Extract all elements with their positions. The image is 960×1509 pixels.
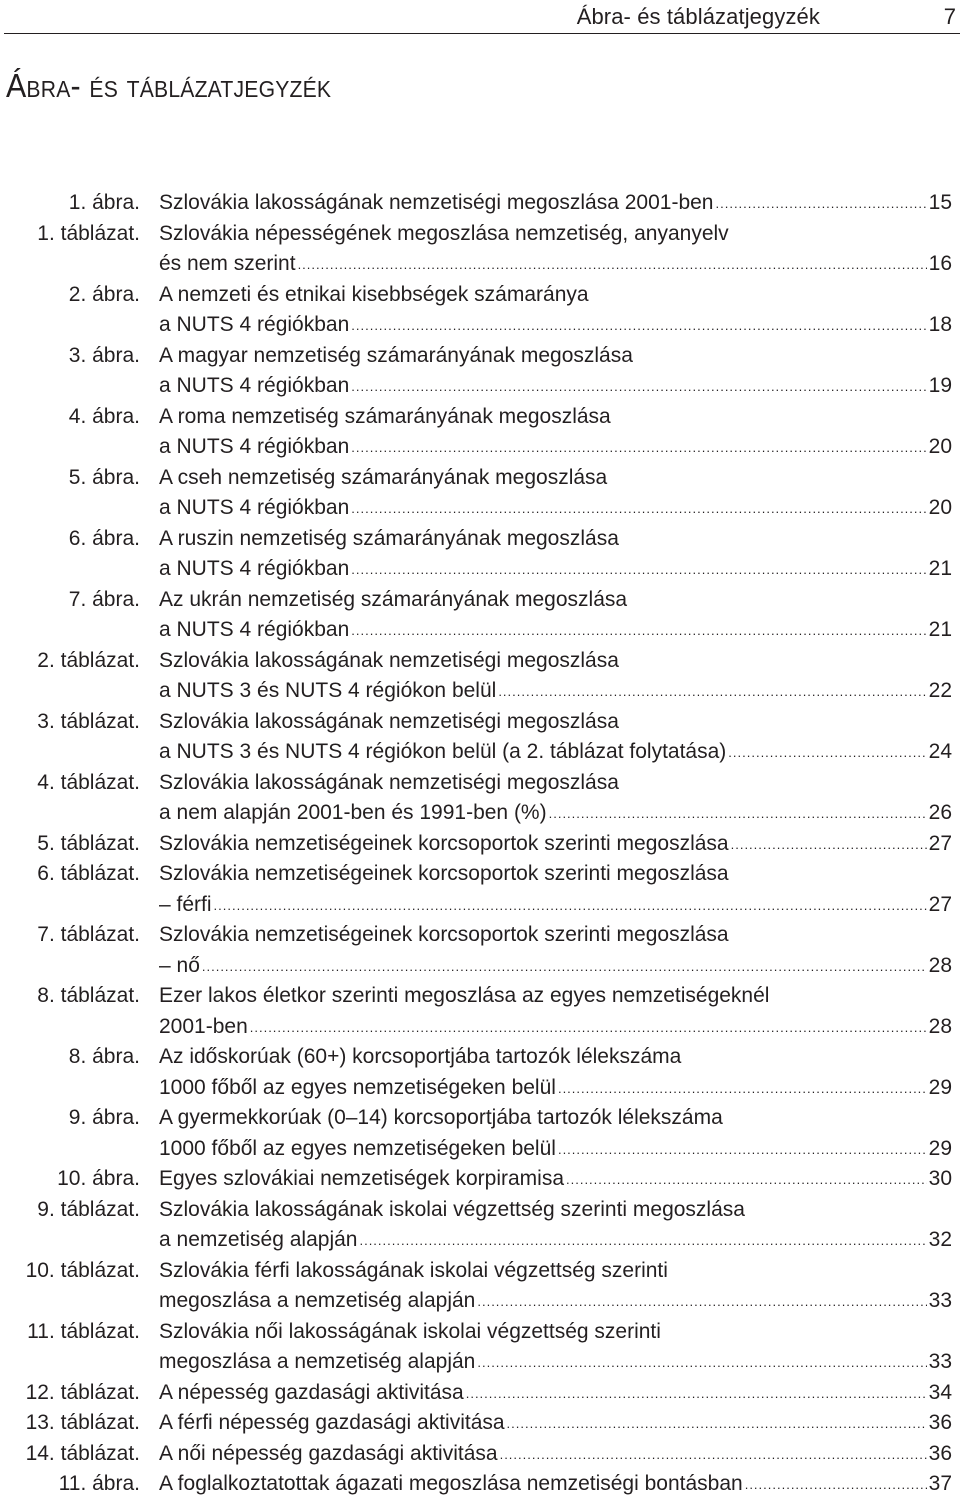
entry-label: 14. táblázat.	[25, 1441, 140, 1465]
toc-entry-line	[0, 1225, 960, 1256]
entry-title: megoszlása a nemzetiség alapján	[159, 1289, 476, 1312]
toc-entry-line	[0, 554, 960, 585]
toc-entry-line	[0, 341, 960, 372]
entry-label: 9. táblázat.	[37, 1197, 140, 1221]
entry-title-with-page	[159, 737, 952, 770]
entry-title-with-page	[159, 890, 952, 923]
toc-entry[interactable]	[0, 1103, 960, 1164]
dot-leader	[298, 250, 927, 281]
entry-title: A foglalkoztatottak ágazati megoszlása nemzetiségi bontásban	[159, 1472, 743, 1495]
dot-leader	[351, 555, 926, 586]
entry-title: A nemzeti és etnikai kisebbségek számaránya	[159, 282, 589, 306]
toc-entry-line	[0, 829, 960, 860]
toc-entry-line	[0, 585, 960, 616]
entry-title: Szlovákia lakosságának nemzetiségi megoszlása	[159, 709, 619, 733]
dot-leader	[250, 1013, 927, 1044]
toc-entry-line	[0, 859, 960, 890]
dot-leader	[507, 1409, 927, 1440]
entry-title: Szlovákia lakosságának nemzetiségi megoszlása	[159, 770, 619, 794]
dot-leader	[351, 494, 926, 525]
entry-page-number: 32	[928, 1228, 952, 1251]
toc-entry-line	[0, 737, 960, 768]
entry-title: A magyar nemzetiség számarányának megoszlása	[159, 343, 633, 367]
toc-entry-line	[0, 1378, 960, 1409]
toc-entry-line	[0, 1256, 960, 1287]
entry-label: 10. ábra.	[57, 1167, 140, 1190]
entry-title: a NUTS 4 régiókban	[159, 496, 350, 519]
page-title: Ábra- és táblázatjegyzék	[6, 67, 332, 104]
entry-title: Szlovákia népességének megoszlása nemzetiség, anyanyelv	[159, 221, 729, 245]
entry-label: 10. táblázat.	[25, 1258, 140, 1282]
entry-page-number: 28	[928, 1014, 952, 1038]
dot-leader	[477, 1287, 926, 1318]
toc-entry-line	[0, 1134, 960, 1165]
entry-label: 11. táblázat.	[27, 1319, 140, 1343]
entry-title-with-page	[159, 1134, 952, 1167]
entry-title-with-page	[159, 1225, 952, 1258]
toc-entry-line	[0, 1012, 960, 1043]
toc-entry-line	[0, 615, 960, 646]
entry-title-with-page	[159, 615, 952, 648]
entry-page-number: 21	[928, 618, 952, 641]
entry-page-number: 34	[928, 1380, 952, 1404]
toc-entry[interactable]	[0, 981, 960, 1042]
entry-page-number: 36	[928, 1411, 952, 1434]
toc-entry-line	[0, 1439, 960, 1470]
entry-title-with-page	[159, 1439, 952, 1472]
page-number: 7	[943, 4, 956, 29]
dot-leader	[202, 952, 927, 983]
entry-page-number: 36	[928, 1441, 952, 1465]
toc-entry[interactable]	[0, 829, 960, 860]
entry-page-number: 20	[928, 496, 952, 519]
entry-title: a nemzetiség alapján	[159, 1228, 358, 1251]
toc-entry-line	[0, 524, 960, 555]
toc-entry[interactable]	[0, 1378, 960, 1409]
running-header	[0, 0, 960, 34]
entry-page-number: 33	[928, 1289, 952, 1312]
entry-title-with-page	[159, 798, 952, 831]
entry-title: Az időskorúak (60+) korcsoportjába tartozók lélekszáma	[159, 1045, 682, 1068]
entry-title: és nem szerint	[159, 252, 296, 275]
toc-entry-line	[0, 1286, 960, 1317]
entry-label: 6. ábra.	[68, 526, 140, 550]
toc-entry-line	[0, 310, 960, 341]
toc-entry[interactable]	[0, 1195, 960, 1256]
dot-leader	[549, 799, 927, 830]
entry-label: 12. táblázat.	[25, 1380, 140, 1404]
toc-entry[interactable]	[0, 859, 960, 920]
entry-label: 3. ábra.	[68, 343, 140, 367]
entry-title-with-page	[159, 188, 952, 221]
table-of-contents	[0, 188, 960, 1500]
toc-entry-line	[0, 493, 960, 524]
entry-title: Egyes szlovákiai nemzetiségek korpiramisa	[159, 1167, 564, 1190]
toc-entry-line	[0, 1347, 960, 1378]
entry-title: 1000 főből az egyes nemzetiségeken belül	[159, 1136, 556, 1160]
toc-entry-line	[0, 402, 960, 433]
entry-title-with-page	[159, 1073, 952, 1106]
entry-page-number: 15	[928, 191, 952, 214]
toc-entry[interactable]	[0, 1256, 960, 1317]
entry-title-with-page	[159, 1286, 952, 1319]
toc-entry-line	[0, 188, 960, 219]
entry-title: Szlovákia férfi lakosságának iskolai végzettség szerinti	[159, 1258, 668, 1282]
entry-label: 1. táblázat.	[37, 221, 140, 245]
dot-leader	[731, 830, 927, 861]
dot-leader	[351, 372, 926, 403]
entry-title: a nem alapján 2001-ben és 1991-ben (%)	[159, 801, 547, 824]
entry-title-with-page	[159, 1469, 952, 1502]
entry-page-number: 22	[928, 679, 952, 702]
toc-entry[interactable]	[0, 219, 960, 280]
toc-entry-line	[0, 981, 960, 1012]
entry-label: 8. táblázat.	[37, 984, 140, 1007]
entry-label: 5. táblázat.	[37, 831, 140, 855]
entry-title: megoszlása a nemzetiség alapján	[159, 1350, 476, 1373]
dot-leader	[558, 1074, 927, 1105]
entry-title-with-page	[159, 829, 952, 862]
entry-title: Ezer lakos életkor szerinti megoszlása az egyes nemzetiségeknél	[159, 984, 770, 1007]
entry-page-number: 28	[928, 953, 952, 977]
entry-title-with-page	[159, 951, 952, 984]
entry-label: 2. ábra.	[68, 282, 140, 306]
entry-title: Az ukrán nemzetiség számarányának megoszlása	[159, 587, 628, 611]
toc-entry[interactable]	[0, 463, 960, 524]
toc-entry-line	[0, 646, 960, 677]
toc-entry[interactable]	[0, 1317, 960, 1378]
entry-title: A népesség gazdasági aktivitása	[159, 1380, 464, 1404]
toc-entry-line	[0, 1469, 960, 1500]
entry-page-number: 16	[928, 252, 952, 275]
dot-leader	[351, 433, 926, 464]
toc-entry[interactable]	[0, 524, 960, 585]
entry-label: 7. ábra.	[68, 587, 140, 611]
dot-leader	[477, 1348, 926, 1379]
entry-page-number: 21	[928, 557, 952, 580]
entry-title: A ruszin nemzetiség számarányának megoszlása	[159, 526, 619, 550]
entry-label: 4. ábra.	[68, 404, 140, 428]
entry-title-with-page	[159, 554, 952, 587]
entry-title: a NUTS 4 régiókban	[159, 557, 350, 580]
dot-leader	[498, 677, 926, 708]
toc-entry[interactable]	[0, 1408, 960, 1439]
entry-title-with-page	[159, 1347, 952, 1380]
dot-leader	[214, 891, 927, 922]
toc-entry[interactable]	[0, 585, 960, 646]
entry-title: – férfi	[159, 892, 212, 916]
entry-page-number: 37	[928, 1472, 952, 1495]
entry-page-number: 30	[928, 1167, 952, 1190]
entry-title: a NUTS 4 régiókban	[159, 313, 350, 336]
entry-page-number: 20	[928, 435, 952, 458]
entry-label: 2. táblázat.	[37, 648, 140, 672]
entry-label: 5. ábra.	[68, 465, 140, 489]
entry-label: 11. ábra.	[58, 1472, 140, 1495]
entry-title-with-page	[159, 310, 952, 343]
entry-title: Szlovákia lakosságának nemzetiségi megoszlása	[159, 648, 619, 672]
header-rule	[4, 33, 960, 34]
entry-title: a NUTS 4 régiókban	[159, 435, 350, 458]
toc-entry-line	[0, 920, 960, 951]
entry-title-with-page	[159, 1012, 952, 1045]
toc-entry-line	[0, 1317, 960, 1348]
toc-entry-line	[0, 280, 960, 311]
entry-page-number: 29	[928, 1075, 952, 1099]
entry-title: Szlovákia nemzetiségeinek korcsoportok szerinti megoszlása	[159, 923, 729, 946]
dot-leader	[351, 311, 926, 342]
toc-entry-line	[0, 219, 960, 250]
entry-page-number: 26	[928, 801, 952, 824]
entry-page-number: 18	[928, 313, 952, 336]
entry-title: Szlovákia nemzetiségeinek korcsoportok szerinti megoszlása	[159, 831, 729, 855]
entry-label: 8. ábra.	[68, 1045, 140, 1068]
entry-title: A férfi népesség gazdasági aktivitása	[159, 1411, 505, 1434]
entry-title: a NUTS 3 és NUTS 4 régiókon belül (a 2. táblázat folytatása)	[159, 740, 727, 763]
toc-entry-line	[0, 890, 960, 921]
entry-title: a NUTS 4 régiókban	[159, 618, 350, 641]
toc-entry-line	[0, 1195, 960, 1226]
entry-title: Szlovákia nemzetiségeinek korcsoportok szerinti megoszlása	[159, 862, 729, 885]
toc-entry-line	[0, 676, 960, 707]
entry-title-with-page	[159, 1408, 952, 1441]
entry-title-with-page	[159, 676, 952, 709]
toc-entry-line	[0, 1103, 960, 1134]
entry-title: a NUTS 4 régiókban	[159, 374, 350, 397]
toc-entry[interactable]	[0, 341, 960, 402]
entry-label: 1. ábra.	[68, 191, 140, 214]
entry-label: 3. táblázat.	[37, 709, 140, 733]
entry-label: 7. táblázat.	[37, 923, 140, 946]
entry-label: 13. táblázat.	[25, 1411, 140, 1434]
entry-page-number: 29	[928, 1136, 952, 1160]
dot-leader	[745, 1470, 927, 1501]
toc-entry[interactable]	[0, 646, 960, 707]
entry-title: a NUTS 3 és NUTS 4 régiókon belül	[159, 679, 497, 702]
toc-entry[interactable]	[0, 1469, 960, 1500]
entry-title-with-page	[159, 493, 952, 526]
entry-title: Szlovákia lakosságának nemzetiségi megoszlása 2001-ben	[159, 191, 714, 214]
dot-leader	[466, 1379, 927, 1410]
dot-leader	[728, 738, 926, 769]
dot-leader	[351, 616, 926, 647]
entry-title: Szlovákia lakosságának iskolai végzettség szerinti megoszlása	[159, 1197, 745, 1221]
entry-page-number: 24	[928, 740, 952, 763]
entry-title: A női népesség gazdasági aktivitása	[159, 1441, 498, 1465]
dot-leader	[716, 189, 927, 220]
toc-entry-line	[0, 432, 960, 463]
entry-title-with-page	[159, 432, 952, 465]
entry-page-number: 27	[928, 831, 952, 855]
entry-title-with-page	[159, 1164, 952, 1197]
entry-title: A cseh nemzetiség számarányának megoszlása	[159, 465, 608, 489]
dot-leader	[558, 1135, 927, 1166]
dot-leader	[500, 1440, 927, 1471]
entry-label: 4. táblázat.	[37, 770, 140, 794]
toc-entry[interactable]	[0, 1042, 960, 1103]
entry-title: A roma nemzetiség számarányának megoszlása	[159, 404, 611, 428]
toc-entry-line	[0, 951, 960, 982]
entry-label: 6. táblázat.	[37, 862, 140, 885]
running-title: Ábra- és táblázatjegyzék	[576, 4, 820, 29]
dot-leader	[566, 1165, 927, 1196]
entry-title: – nő	[159, 953, 200, 977]
entry-title: A gyermekkorúak (0–14) korcsoportjába tartozók lélekszáma	[159, 1106, 723, 1129]
dot-leader	[359, 1226, 926, 1257]
toc-entry[interactable]	[0, 920, 960, 981]
toc-entry-line	[0, 1408, 960, 1439]
toc-entry[interactable]	[0, 1439, 960, 1470]
entry-title: 2001-ben	[159, 1014, 248, 1038]
entry-page-number: 27	[928, 892, 952, 916]
toc-entry-line	[0, 1042, 960, 1073]
entry-title: 1000 főből az egyes nemzetiségeken belül	[159, 1075, 556, 1099]
toc-entry-line	[0, 463, 960, 494]
entry-title-with-page	[159, 249, 952, 282]
toc-entry-line	[0, 798, 960, 829]
entry-page-number: 19	[928, 374, 952, 397]
entry-title-with-page	[159, 1378, 952, 1411]
toc-entry-line	[0, 371, 960, 402]
toc-entry-line	[0, 707, 960, 738]
toc-entry[interactable]	[0, 402, 960, 463]
toc-entry[interactable]	[0, 1164, 960, 1195]
toc-entry-line	[0, 1164, 960, 1195]
entry-title-with-page	[159, 371, 952, 404]
toc-entry-line	[0, 768, 960, 799]
entry-title: Szlovákia női lakosságának iskolai végzettség szerinti	[159, 1319, 661, 1343]
entry-page-number: 33	[928, 1350, 952, 1373]
toc-entry[interactable]	[0, 188, 960, 219]
toc-entry[interactable]	[0, 768, 960, 829]
toc-entry-line	[0, 1073, 960, 1104]
entry-label: 9. ábra.	[68, 1106, 140, 1129]
toc-entry[interactable]	[0, 280, 960, 341]
toc-entry[interactable]	[0, 707, 960, 768]
toc-entry-line	[0, 249, 960, 280]
